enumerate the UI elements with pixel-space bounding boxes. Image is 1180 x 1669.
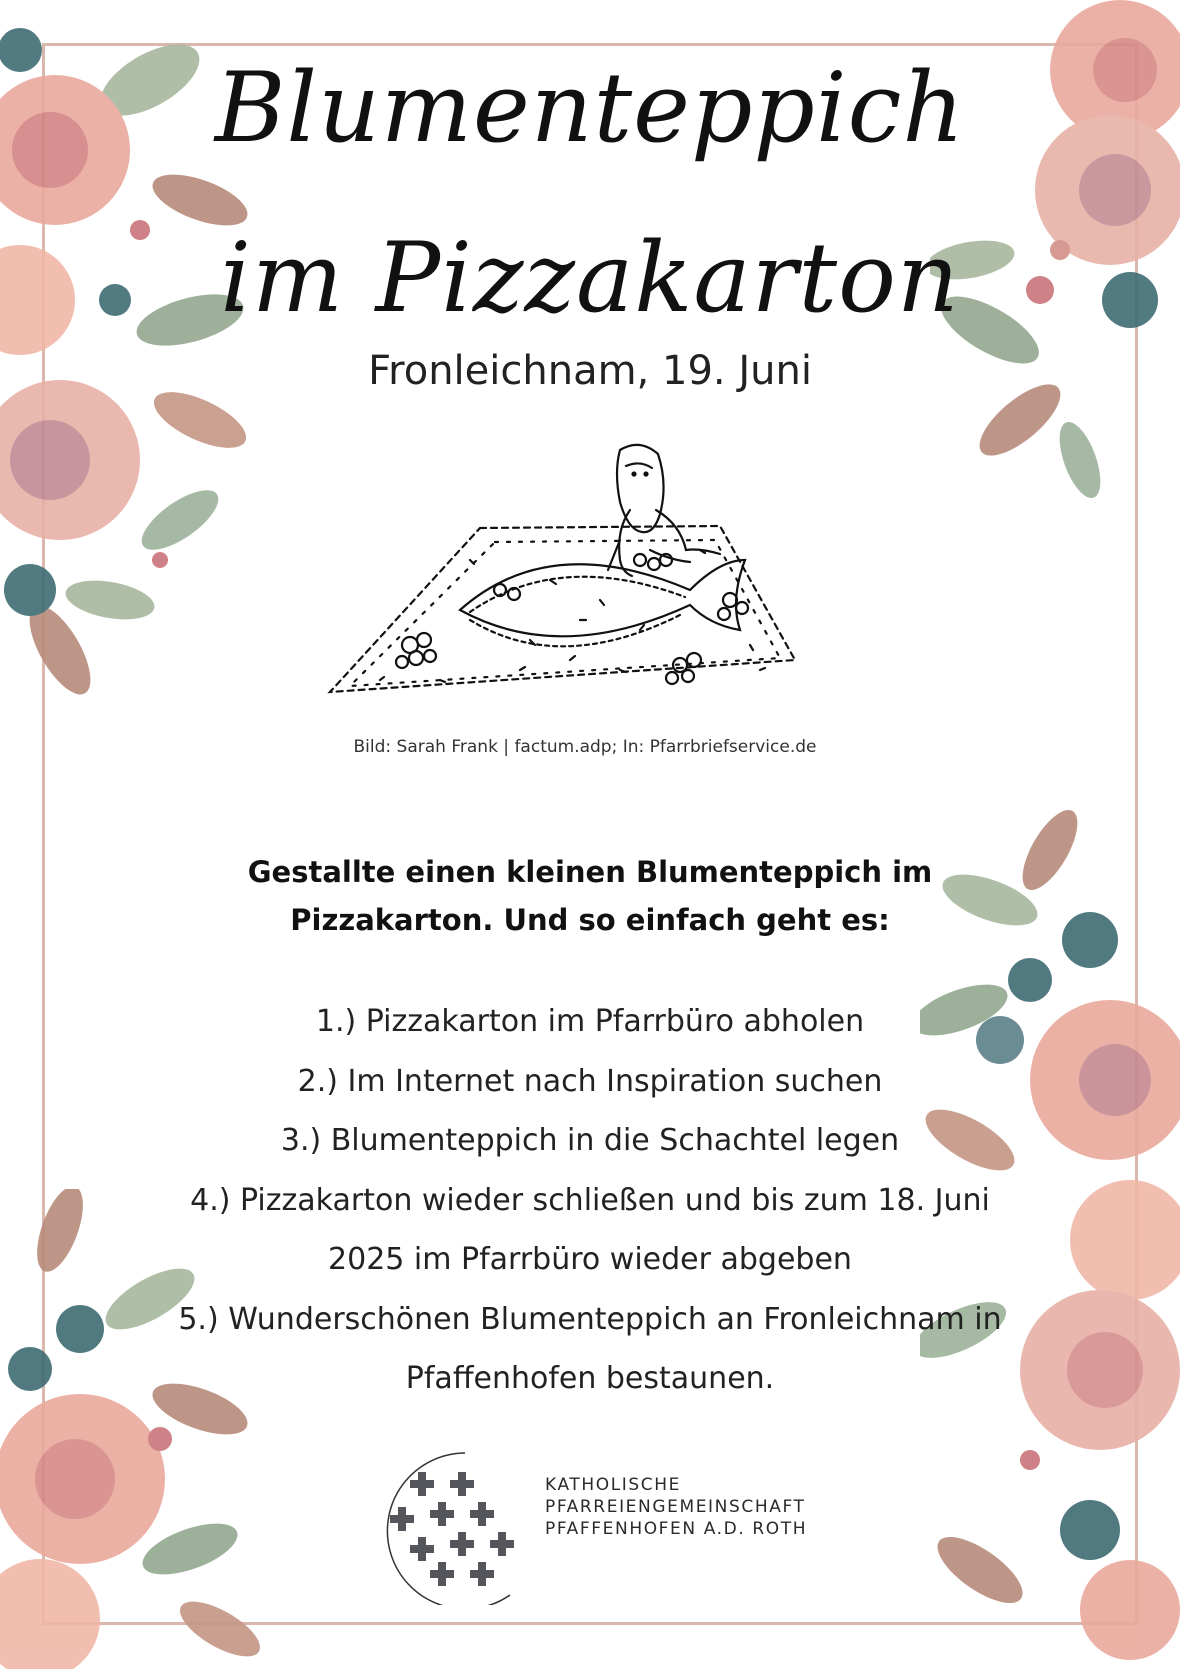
title-line-1: Blumenteppich [214,52,966,164]
step-line: 5.) Wunderschönen Blumenteppich an Fronleichnam in [178,1301,1002,1337]
intro-line-2: Pizzakarton. Und so einfach geht es: [290,903,890,937]
parish-name-line-2: PFARREIENGEMEINSCHAFT [545,1497,806,1517]
instruction-steps [150,992,1030,1409]
crosses-icon [390,1472,514,1586]
step-line: Pfaffenhofen bestaunen. [405,1361,775,1396]
event-date-subtitle: Fronleichnam, 19. Juni [368,348,812,394]
step-line: 3.) Blumenteppich in die Schachtel legen [280,1123,900,1158]
intro-line-1: Gestallte einen kleinen Blumenteppich im [247,855,933,889]
flower-carpet-illustration [320,430,860,740]
parish-name-line-3: PFAFFENHOFEN A.D. ROTH [545,1519,808,1539]
parish-name [545,1474,807,1540]
parish-name-line-1: KATHOLISCHE [545,1475,681,1495]
step-line: 2.) Im Internet nach Inspiration suchen [297,1063,883,1099]
title-line-2: im Pizzakarton [220,222,960,334]
step-line: 2025 im Pfarrbüro wieder abgeben [328,1242,852,1277]
intro-text [160,848,1020,944]
step-line: 4.) Pizzakarton wieder schließen und bis zum 18. Juni [190,1182,990,1218]
step-line: 1.) Pizzakarton im Pfarrbüro abholen [315,1004,865,1039]
image-credit: Bild: Sarah Frank | factum.adp; In: Pfarrbriefservice.de [353,737,817,757]
